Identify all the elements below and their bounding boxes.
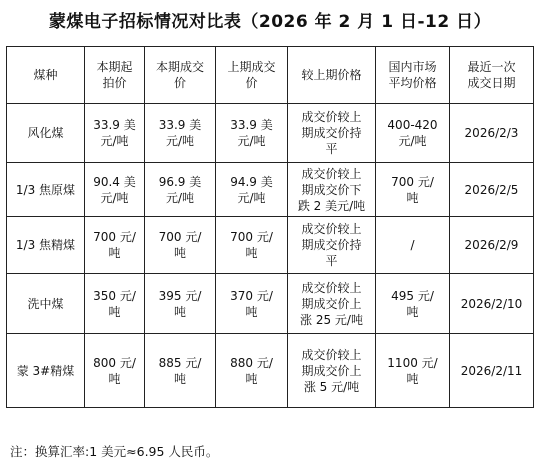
start-price: 350 元/ 吨 — [85, 274, 145, 334]
header-prev-price: 上期成交 价 — [216, 47, 288, 104]
market-price: 400-420 元/吨 — [376, 104, 450, 163]
prev-price: 33.9 美 元/吨 — [216, 104, 288, 163]
table-title: 蒙煤电子招标情况对比表（2026 年 2 月 1 日-12 日） — [48, 12, 492, 32]
price-change: 成交价较上 期成交价下 跌 2 美元/吨 — [288, 163, 376, 217]
exchange-rate-note: 注：换算汇率:1 美元≈6.95 人民币。 — [10, 444, 219, 459]
market-price: / — [376, 217, 450, 274]
table-row — [7, 163, 534, 217]
prev-price: 880 元/ 吨 — [216, 334, 288, 408]
prev-price: 94.9 美 元/吨 — [216, 163, 288, 217]
deal-price: 96.9 美 元/吨 — [145, 163, 216, 217]
start-price: 90.4 美 元/吨 — [85, 163, 145, 217]
market-price: 700 元/ 吨 — [376, 163, 450, 217]
table-row — [7, 274, 534, 334]
price-change: 成交价较上 期成交价持 平 — [288, 217, 376, 274]
start-price: 700 元/ 吨 — [85, 217, 145, 274]
header-row — [7, 47, 534, 104]
coal-type: 蒙 3#精煤 — [7, 334, 85, 408]
last-date: 2026/2/9 — [450, 217, 534, 274]
header-deal-price: 本期成交 价 — [145, 47, 216, 104]
prev-price: 700 元/ 吨 — [216, 217, 288, 274]
table-row — [7, 104, 534, 163]
prev-price: 370 元/ 吨 — [216, 274, 288, 334]
table-row — [7, 334, 534, 408]
price-change: 成交价较上 期成交价上 涨 25 元/吨 — [288, 274, 376, 334]
start-price: 800 元/ 吨 — [85, 334, 145, 408]
start-price: 33.9 美 元/吨 — [85, 104, 145, 163]
coal-type: 1/3 焦精煤 — [7, 217, 85, 274]
header-start-price: 本期起 拍价 — [85, 47, 145, 104]
deal-price: 700 元/ 吨 — [145, 217, 216, 274]
comparison-table — [6, 46, 534, 408]
header-market-price: 国内市场 平均价格 — [376, 47, 450, 104]
market-price: 495 元/ 吨 — [376, 274, 450, 334]
price-change: 成交价较上 期成交价持 平 — [288, 104, 376, 163]
price-change: 成交价较上 期成交价上 涨 5 元/吨 — [288, 334, 376, 408]
deal-price: 395 元/ 吨 — [145, 274, 216, 334]
last-date: 2026/2/11 — [450, 334, 534, 408]
market-price: 1100 元/ 吨 — [376, 334, 450, 408]
last-date: 2026/2/5 — [450, 163, 534, 217]
last-date: 2026/2/3 — [450, 104, 534, 163]
deal-price: 885 元/ 吨 — [145, 334, 216, 408]
coal-type: 1/3 焦原煤 — [7, 163, 85, 217]
deal-price: 33.9 美 元/吨 — [145, 104, 216, 163]
header-coal: 煤种 — [7, 47, 85, 104]
coal-type: 洗中煤 — [7, 274, 85, 334]
last-date: 2026/2/10 — [450, 274, 534, 334]
header-last-date: 最近一次 成交日期 — [450, 47, 534, 104]
coal-type: 风化煤 — [7, 104, 85, 163]
table-row — [7, 217, 534, 274]
header-change: 较上期价格 — [288, 47, 376, 104]
